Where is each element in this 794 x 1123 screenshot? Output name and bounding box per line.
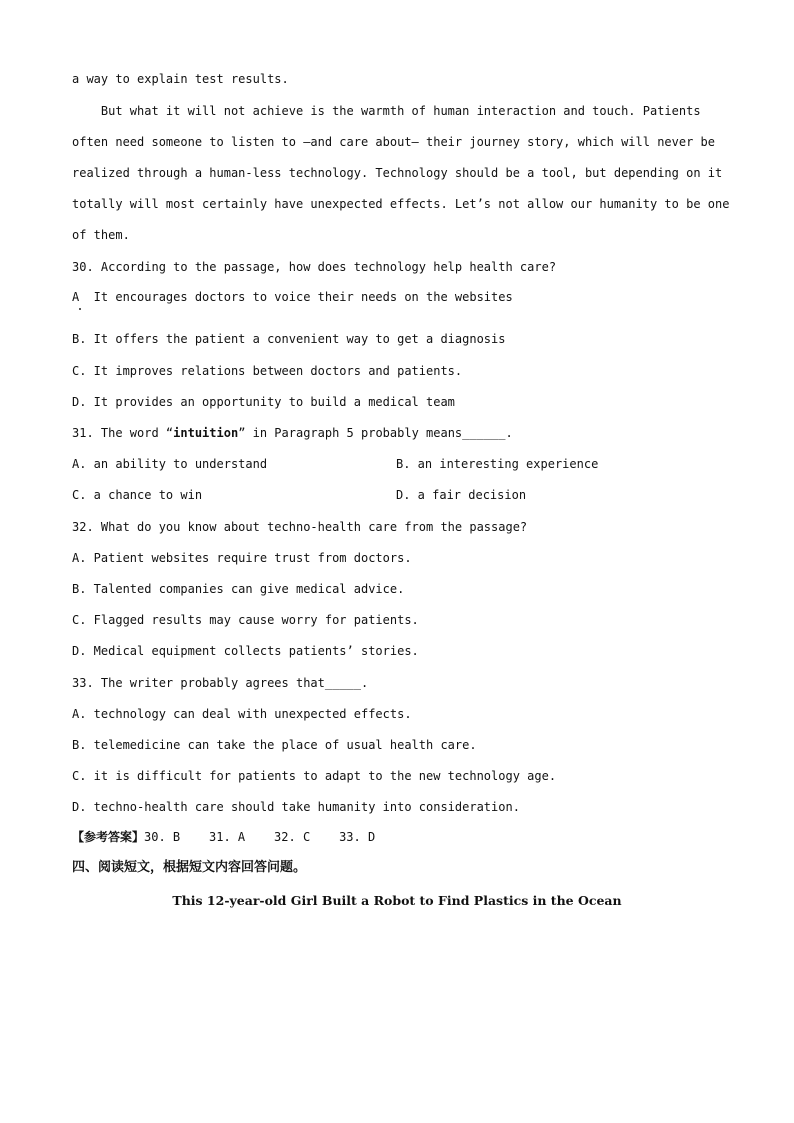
option-33-a: A. technology can deal with unexpected effects. [72, 707, 412, 721]
option-31-a: A. an ability to understand [72, 457, 268, 471]
answer-key [72, 829, 375, 845]
stray-dot [79, 308, 81, 310]
question-32-stem: 32. What do you know about techno-health care from the passage? [72, 520, 528, 534]
option-31-c: C. a chance to win [72, 488, 203, 502]
keyword: intuition [173, 426, 239, 440]
option-31-d: D. a fair decision [396, 488, 527, 502]
option-33-c: C. it is difficult for patients to adapt to the new technology age. [72, 769, 557, 783]
option-30-d: D. It provides an opportunity to build a medical team [72, 395, 455, 409]
passage-line: totally will most certainly have unexpected effects. Let’s not allow our humanity to be one [72, 197, 730, 211]
question-33-stem: 33. The writer probably agrees that_____. [72, 676, 369, 690]
option-32-b: B. Talented companies can give medical advice. [72, 582, 405, 596]
option-30-c: C. It improves relations between doctors and patients. [72, 364, 463, 378]
passage-line: But what it will not achieve is the warmth of human interaction and touch. Patients [72, 104, 701, 118]
question-31-stem [72, 425, 513, 441]
passage-line: of them. [72, 228, 130, 242]
option-32-c: C. Flagged results may cause worry for patients. [72, 613, 419, 627]
option-32-a: A. Patient websites require trust from doctors. [72, 551, 412, 565]
passage-title: This 12-year-old Girl Built a Robot to Find Plastics in the Ocean [172, 893, 622, 908]
answer-text: 30. B 31. A 32. C 33. D [144, 830, 376, 844]
option-30-a: A It encourages doctors to voice their needs on the websites [72, 290, 513, 304]
passage-line: a way to explain test results. [72, 72, 289, 86]
option-32-d: D. Medical equipment collects patients’ stories. [72, 644, 419, 658]
section-heading: 四、阅读短文，根据短文内容回答问题。 [72, 860, 307, 875]
option-33-b: B. telemedicine can take the place of usual health care. [72, 738, 477, 752]
answer-label: 【参考答案】 [72, 830, 145, 844]
stem-suffix: ” in Paragraph 5 probably means______. [238, 426, 513, 440]
passage-line: often need someone to listen to —and care about— their journey story, which will never be [72, 135, 715, 149]
option-33-d: D. techno-health care should take humanity into consideration. [72, 800, 520, 814]
option-31-b: B. an interesting experience [396, 457, 599, 471]
passage-line: realized through a human-less technology. Technology should be a tool, but depending on it [72, 166, 723, 180]
question-30-stem: 30. According to the passage, how does technology help health care? [72, 260, 557, 274]
stem-prefix: 31. The word “ [72, 426, 174, 440]
option-30-b: B. It offers the patient a convenient way to get a diagnosis [72, 332, 506, 346]
